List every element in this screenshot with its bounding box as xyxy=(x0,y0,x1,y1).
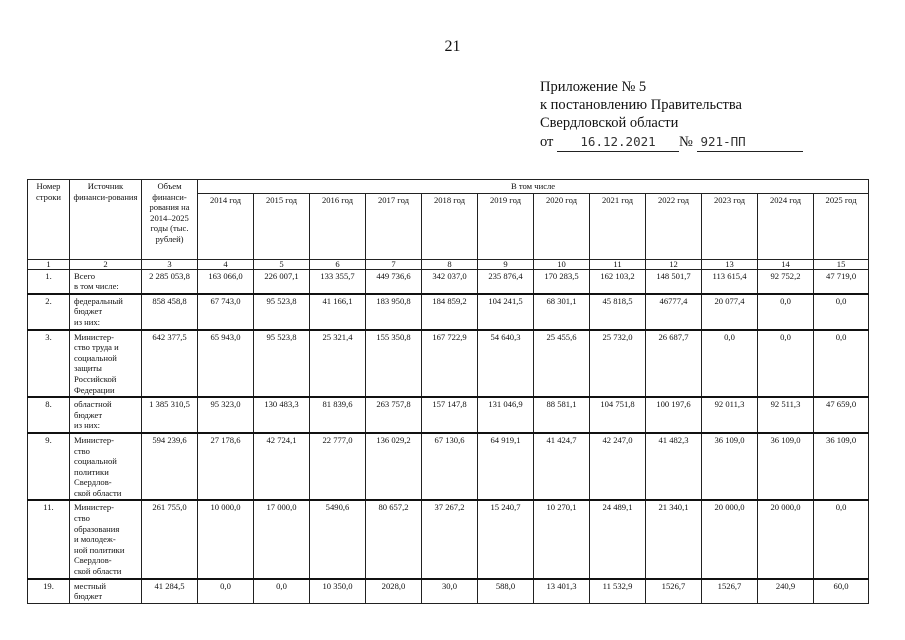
table-row xyxy=(28,294,869,330)
column-number: 7 xyxy=(366,259,422,269)
row-total: 642 377,5 xyxy=(142,330,198,398)
row-year-value: 163 066,0 xyxy=(198,269,254,294)
row-year-value: 65 943,0 xyxy=(198,330,254,398)
row-year-value: 64 919,1 xyxy=(478,433,534,501)
source-line: федеральный xyxy=(74,295,123,306)
row-year-value: 36 109,0 xyxy=(702,433,758,501)
source-line: бюджет xyxy=(74,306,103,317)
row-year-value: 0,0 xyxy=(702,330,758,398)
row-year-value: 41 166,1 xyxy=(310,294,366,330)
table-row xyxy=(28,397,869,433)
source-line: Российской xyxy=(74,373,117,384)
date-prefix: от xyxy=(540,134,554,150)
header-year: 2017 год xyxy=(366,193,422,259)
row-year-value: 42 247,0 xyxy=(590,433,646,501)
column-number: 14 xyxy=(758,259,814,269)
source-line: из них: xyxy=(74,316,101,327)
source-line: ской области xyxy=(74,487,122,498)
row-year-value: 41 424,7 xyxy=(534,433,590,501)
column-number: 10 xyxy=(534,259,590,269)
source-line: Всего xyxy=(74,270,96,281)
row-year-value: 41 482,3 xyxy=(646,433,702,501)
row-year-value: 263 757,8 xyxy=(366,397,422,433)
row-year-value: 0,0 xyxy=(198,579,254,604)
header-year: 2022 год xyxy=(646,193,702,259)
row-total: 1 385 310,5 xyxy=(142,397,198,433)
row-year-value: 133 355,7 xyxy=(310,269,366,294)
row-number: 8. xyxy=(28,397,70,433)
page-number: 21 xyxy=(444,38,461,55)
table-row xyxy=(28,433,869,501)
row-year-value: 20 000,0 xyxy=(702,500,758,578)
row-year-value: 36 109,0 xyxy=(758,433,814,501)
row-year-value: 45 818,5 xyxy=(590,294,646,330)
row-year-value: 26 687,7 xyxy=(646,330,702,398)
number-prefix: № xyxy=(679,134,693,150)
row-year-value: 235 876,4 xyxy=(478,269,534,294)
source-line: ство xyxy=(74,513,90,524)
row-year-value: 13 401,3 xyxy=(534,579,590,604)
column-number: 3 xyxy=(142,259,198,269)
source-line: ство xyxy=(74,445,90,456)
row-year-value: 162 103,2 xyxy=(590,269,646,294)
row-year-value: 95 523,8 xyxy=(254,330,310,398)
source-line: Министер- xyxy=(74,331,114,342)
row-year-value: 22 777,0 xyxy=(310,433,366,501)
row-year-value: 92 752,2 xyxy=(758,269,814,294)
column-numbers-row xyxy=(28,259,869,269)
row-year-value: 0,0 xyxy=(758,294,814,330)
row-year-value: 170 283,5 xyxy=(534,269,590,294)
source-line: защиты xyxy=(74,363,102,374)
source-line: образования xyxy=(74,523,120,534)
row-source xyxy=(70,500,142,578)
row-year-value: 183 950,8 xyxy=(366,294,422,330)
appendix-header xyxy=(540,78,803,152)
row-source xyxy=(70,294,142,330)
row-year-value: 0,0 xyxy=(814,294,869,330)
source-line: Свердлов- xyxy=(74,555,112,566)
header-including: В том числе xyxy=(198,180,869,194)
row-year-value: 10 270,1 xyxy=(534,500,590,578)
row-year-value: 1526,7 xyxy=(646,579,702,604)
row-year-value: 0,0 xyxy=(814,500,869,578)
decree-number: 921-ПП xyxy=(697,133,803,152)
source-line: Министер- xyxy=(74,502,114,513)
header-year: 2020 год xyxy=(534,193,590,259)
row-year-value: 0,0 xyxy=(254,579,310,604)
row-year-value: 0,0 xyxy=(758,330,814,398)
row-year-value: 67 743,0 xyxy=(198,294,254,330)
row-year-value: 167 722,9 xyxy=(422,330,478,398)
source-line: Федерации xyxy=(74,384,115,395)
source-line: областной xyxy=(74,399,112,410)
row-year-value: 42 724,1 xyxy=(254,433,310,501)
row-year-value: 11 532,9 xyxy=(590,579,646,604)
source-line: Министер- xyxy=(74,434,114,445)
row-year-value: 148 501,7 xyxy=(646,269,702,294)
header-year: 2019 год xyxy=(478,193,534,259)
row-year-value: 20 077,4 xyxy=(702,294,758,330)
source-line: в том числе: xyxy=(74,281,119,292)
header-year: 2025 год xyxy=(814,193,869,259)
column-number: 6 xyxy=(310,259,366,269)
row-year-value: 1526,7 xyxy=(702,579,758,604)
row-year-value: 20 000,0 xyxy=(758,500,814,578)
row-source xyxy=(70,433,142,501)
source-line: ской области xyxy=(74,566,122,577)
row-total: 2 285 053,8 xyxy=(142,269,198,294)
row-year-value: 95 323,0 xyxy=(198,397,254,433)
row-year-value: 588,0 xyxy=(478,579,534,604)
header-year: 2023 год xyxy=(702,193,758,259)
row-year-value: 449 736,6 xyxy=(366,269,422,294)
appendix-decree-line: к постановлению Правительства xyxy=(540,97,742,113)
row-number: 1. xyxy=(28,269,70,294)
column-number: 13 xyxy=(702,259,758,269)
row-year-value: 60,0 xyxy=(814,579,869,604)
row-year-value: 81 839,6 xyxy=(310,397,366,433)
table-row xyxy=(28,500,869,578)
table-row xyxy=(28,579,869,604)
header-year: 2016 год xyxy=(310,193,366,259)
row-year-value: 27 178,6 xyxy=(198,433,254,501)
row-year-value: 226 007,1 xyxy=(254,269,310,294)
row-year-value: 157 147,8 xyxy=(422,397,478,433)
row-year-value: 10 350,0 xyxy=(310,579,366,604)
column-number: 5 xyxy=(254,259,310,269)
row-number: 3. xyxy=(28,330,70,398)
source-line: Свердлов- xyxy=(74,477,112,488)
appendix-date-row xyxy=(540,133,803,152)
row-year-value: 15 240,7 xyxy=(478,500,534,578)
header-source: Источник финанси-рования xyxy=(70,180,142,260)
column-number: 2 xyxy=(70,259,142,269)
row-year-value: 80 657,2 xyxy=(366,500,422,578)
row-year-value: 88 581,1 xyxy=(534,397,590,433)
row-year-value: 5490,6 xyxy=(310,500,366,578)
row-source xyxy=(70,269,142,294)
column-number: 1 xyxy=(28,259,70,269)
source-line: бюджет xyxy=(74,591,103,602)
row-year-value: 25 321,4 xyxy=(310,330,366,398)
row-year-value: 47 659,0 xyxy=(814,397,869,433)
row-source xyxy=(70,579,142,604)
row-year-value: 95 523,8 xyxy=(254,294,310,330)
row-year-value: 25 455,6 xyxy=(534,330,590,398)
row-year-value: 113 615,4 xyxy=(702,269,758,294)
row-year-value: 10 000,0 xyxy=(198,500,254,578)
row-year-value: 2028,0 xyxy=(366,579,422,604)
row-year-value: 100 197,6 xyxy=(646,397,702,433)
header-row-no: Номер строки xyxy=(28,180,70,260)
source-line: бюджет xyxy=(74,409,103,420)
column-number: 8 xyxy=(422,259,478,269)
row-year-value: 104 241,5 xyxy=(478,294,534,330)
row-year-value: 17 000,0 xyxy=(254,500,310,578)
table-body xyxy=(28,269,869,603)
row-year-value: 36 109,0 xyxy=(814,433,869,501)
table-row xyxy=(28,269,869,294)
source-line: ной политики xyxy=(74,544,125,555)
financing-table xyxy=(27,179,869,604)
row-total: 594 239,6 xyxy=(142,433,198,501)
row-number: 2. xyxy=(28,294,70,330)
header-total: Объем финанси-рования на 2014–2025 годы (тыс. рублей) xyxy=(142,180,198,260)
header-year: 2021 год xyxy=(590,193,646,259)
column-number: 4 xyxy=(198,259,254,269)
row-year-value: 68 301,1 xyxy=(534,294,590,330)
source-line: ство труда и xyxy=(74,342,119,353)
row-total: 261 755,0 xyxy=(142,500,198,578)
row-year-value: 240,9 xyxy=(758,579,814,604)
row-number: 11. xyxy=(28,500,70,578)
column-number: 11 xyxy=(590,259,646,269)
source-line: политики xyxy=(74,466,109,477)
row-number: 19. xyxy=(28,579,70,604)
column-number: 9 xyxy=(478,259,534,269)
source-line: из них: xyxy=(74,420,101,431)
row-year-value: 46777,4 xyxy=(646,294,702,330)
row-year-value: 24 489,1 xyxy=(590,500,646,578)
header-year: 2014 год xyxy=(198,193,254,259)
appendix-title: Приложение № 5 xyxy=(540,79,647,95)
decree-date: 16.12.2021 xyxy=(557,133,679,152)
row-year-value: 47 719,0 xyxy=(814,269,869,294)
row-total: 41 284,5 xyxy=(142,579,198,604)
source-line: социальной xyxy=(74,352,117,363)
row-year-value: 136 029,2 xyxy=(366,433,422,501)
header-year: 2024 год xyxy=(758,193,814,259)
appendix-region-line: Свердловской области xyxy=(540,115,679,131)
source-line: и молодеж- xyxy=(74,534,116,545)
table-row xyxy=(28,330,869,398)
row-year-value: 54 640,3 xyxy=(478,330,534,398)
row-year-value: 67 130,6 xyxy=(422,433,478,501)
row-year-value: 25 732,0 xyxy=(590,330,646,398)
row-year-value: 130 483,3 xyxy=(254,397,310,433)
row-year-value: 37 267,2 xyxy=(422,500,478,578)
row-year-value: 184 859,2 xyxy=(422,294,478,330)
column-number: 12 xyxy=(646,259,702,269)
row-year-value: 21 340,1 xyxy=(646,500,702,578)
header-year: 2018 год xyxy=(422,193,478,259)
column-number: 15 xyxy=(814,259,869,269)
row-number: 9. xyxy=(28,433,70,501)
row-source xyxy=(70,330,142,398)
source-line: местный xyxy=(74,580,107,591)
row-year-value: 104 751,8 xyxy=(590,397,646,433)
row-year-value: 30,0 xyxy=(422,579,478,604)
row-year-value: 0,0 xyxy=(814,330,869,398)
row-year-value: 342 037,0 xyxy=(422,269,478,294)
row-year-value: 155 350,8 xyxy=(366,330,422,398)
row-year-value: 92 011,3 xyxy=(702,397,758,433)
row-total: 858 458,8 xyxy=(142,294,198,330)
row-year-value: 131 046,9 xyxy=(478,397,534,433)
source-line: социальной xyxy=(74,456,117,467)
row-year-value: 92 511,3 xyxy=(758,397,814,433)
row-source xyxy=(70,397,142,433)
header-year: 2015 год xyxy=(254,193,310,259)
